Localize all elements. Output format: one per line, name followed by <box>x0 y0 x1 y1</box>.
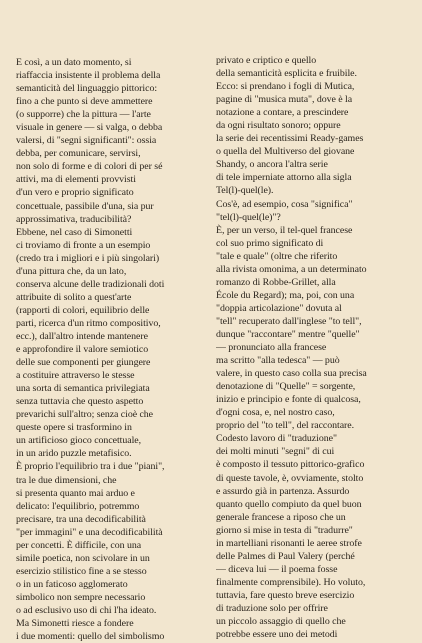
text-line: simbolico non sempre necessario <box>16 591 146 603</box>
text-line: È proprio l'equilibrio tra i due "piani", <box>16 461 165 473</box>
text-line: la serie dei recentissimi Ready-games <box>216 133 364 145</box>
text-line: pagine di "musica muta", dove è la <box>216 94 353 106</box>
text-line: d'ogni cosa, e, nel nostro caso, <box>216 407 335 419</box>
text-line: romanzo di Robbe-Grillet, alla <box>216 276 336 288</box>
text-line: tra le due dimensioni, che <box>16 474 117 486</box>
text-line: debba, per comunicare, servirsi, <box>16 148 141 160</box>
text-line: tuttavia, fare questo breve esercizio <box>216 589 355 601</box>
text-line: un artificioso gioco concettuale, <box>16 435 142 447</box>
text-line: quanto quello compiuto da quel buon <box>216 498 362 510</box>
text-line: esercizio stilistico fine a se stesso <box>16 565 147 577</box>
text-line: Cos'è, ad esempio, cosa "significa" <box>216 198 353 210</box>
text-line: (rapporti di colori, equilibrio delle <box>16 304 150 316</box>
text-line: Ecco: si prendano i fogli di Mutica, <box>216 81 355 93</box>
text-line: d'una pittura che, da un lato, <box>16 265 127 277</box>
text-line: alla rivista omonima, a un determinato <box>216 263 367 275</box>
text-line: di queste tavole, è, ovviamente, stolto <box>216 472 364 484</box>
text-line: col suo primo significato di <box>216 237 324 249</box>
text-line: potrebbe essere uno dei metodi <box>216 629 338 641</box>
text-line: o quella del Multiverso del giovane <box>216 146 355 158</box>
text-line: (credo tra i migliori e i più singolari) <box>16 252 160 264</box>
text-line: si presenta quanto mai arduo e <box>16 487 135 499</box>
text-line: di tele imperniate attorno alla sigla <box>216 172 352 184</box>
text-line: prevarichi sull'altro; senza cioè che <box>16 409 154 421</box>
text-line: giorno si mise in testa di "tradurre" <box>216 524 353 536</box>
text-line: una sorta di semantica privilegiata <box>16 383 150 395</box>
text-line: semanticità del linguaggio pittorico: <box>16 83 158 95</box>
text-line: "tell" recuperato dall'inglese "to tell", <box>216 315 362 327</box>
text-line: d'un vero e proprio significato <box>16 187 134 199</box>
text-line: simile poetica, non scivolare in un <box>16 552 150 564</box>
text-line: Tel(l)-quel(le). <box>216 185 274 197</box>
text-line: dei molti minuti "segni" di cui <box>216 446 335 458</box>
text-line: è composto il tessuto pittorico-grafico <box>216 459 365 471</box>
text-line: ci troviamo di fronte a un esempio <box>16 239 151 251</box>
text-line: a costituire attraverso le stesse <box>16 370 135 382</box>
text-line: notazione a contare, a prescindere <box>216 107 349 119</box>
text-line: Ebbene, nel caso di Simonetti <box>16 226 133 238</box>
text-line: visuale in genere — si valga, o debba <box>16 122 163 134</box>
text-line: o in un faticoso agglomerato <box>16 578 128 590</box>
text-line: in martelliani risonanti le aeree strofe <box>216 537 362 549</box>
text-line: e approfondire il valore semiotico <box>16 344 149 356</box>
text-line: valersi, di "segni significanti": ossia <box>16 135 157 147</box>
text-line: conserva alcune delle tradizionali doti <box>16 278 165 290</box>
text-column-left <box>16 56 208 643</box>
text-line: dunque "raccontare" mentre "quelle" <box>216 328 360 340</box>
text-line: proprio del "to tell", del raccontare. <box>216 420 355 432</box>
text-line: "tel(l)-quel(le)"? <box>216 211 281 223</box>
text-line: precisare, tra una decodificabilità <box>16 513 146 525</box>
text-line: non solo di forme e di colori di per sé <box>16 161 163 173</box>
text-line: un piccolo assaggio di quello che <box>216 616 346 628</box>
text-line: ecc.), dall'altro intende mantenere <box>16 330 148 342</box>
text-line: parti, ricerca d'un ritmo compositivo, <box>16 317 161 329</box>
text-line: o ad esclusivo uso di chi l'ha ideato. <box>16 604 157 616</box>
text-line: delicato: l'equilibrio, potremmo <box>16 500 140 512</box>
text-line: "tale e quale" (oltre che riferito <box>216 250 338 262</box>
text-line: finalmente comprensibile). Ho voluto, <box>216 576 366 588</box>
text-line: concettuale, passibile d'una, sia pur <box>16 200 154 212</box>
text-line: approssimativa, traducibilità? <box>16 213 132 225</box>
text-line: senza tuttavia che questo aspetto <box>16 396 144 408</box>
text-column-right <box>216 54 412 641</box>
text-line: della semanticità esplicita e fruibile. <box>216 68 357 80</box>
text-line: riaffaccia insistente il problema della <box>16 70 161 82</box>
text-line: denotazione di "Quelle" = sorgente, <box>216 381 356 393</box>
text-line: "per immagini" e una decodificabilità <box>16 526 163 538</box>
text-line: di traduzione solo per offrire <box>216 602 328 614</box>
text-line: Ma Simonetti riesce a fondere <box>16 618 134 630</box>
text-line: fino a che punto si deve ammettere <box>16 96 153 108</box>
text-line: e assurdo già in partenza. Assurdo <box>216 485 350 497</box>
text-line: i due momenti: quello del simbolismo <box>16 631 165 643</box>
text-line: per concetti. È difficile, con una <box>16 539 142 551</box>
text-line: delle sue componenti per giungere <box>16 357 151 369</box>
text-line: — pronunciato alla francese <box>216 342 327 354</box>
text-line: Shandy, o ancora l'altra serie <box>216 159 328 171</box>
text-line: da ogni risultato sonoro; oppure <box>216 120 341 132</box>
text-line: È, per un verso, il tel-quel francese <box>216 224 353 236</box>
text-line: E così, a un dato momento, si <box>16 57 132 68</box>
text-line: (o supporre) che la pittura — l'arte <box>16 109 151 121</box>
text-line: valere, in questo caso colla sua precisa <box>216 368 367 380</box>
text-line: "doppia articolazione" dovuta al <box>216 302 342 314</box>
text-line: ma scritto "alla tedesca" — può <box>216 355 340 367</box>
text-line: privato e criptico e quello <box>216 55 317 66</box>
text-line: attribuite di solito a quest'arte <box>16 291 132 303</box>
text-line: — diceva lui — il poema fosse <box>216 563 338 575</box>
text-line: delle Palmes di Paul Valery (perché <box>216 550 355 562</box>
text-line: inizio e principio e fonte di qualcosa, <box>216 394 361 406</box>
text-line: Codesto lavoro di "traduzione" <box>216 433 337 445</box>
text-line: attivi, ma di elementi provvisti <box>16 174 136 186</box>
text-line: generale francese a riposo che un <box>216 511 346 523</box>
text-line: queste opere si trasformino in <box>16 422 132 434</box>
text-line: École du Regard); ma, poi, con una <box>216 289 355 301</box>
text-line: in un arido puzzle metafisico. <box>16 448 132 460</box>
